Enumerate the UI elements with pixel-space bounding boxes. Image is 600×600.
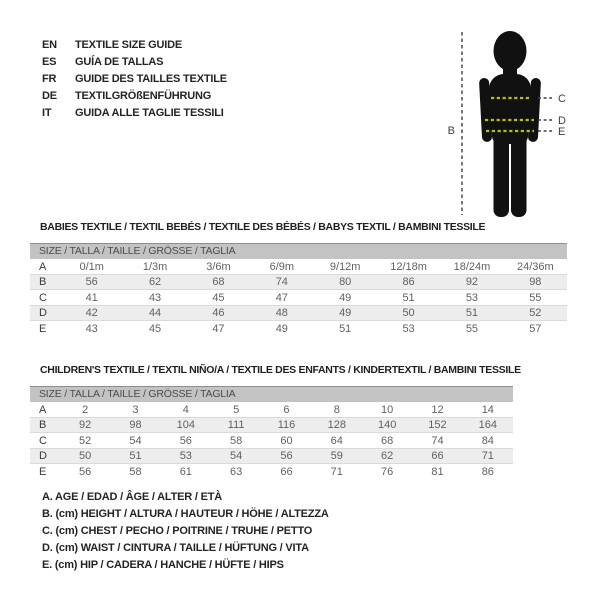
language-label: GUÍA DE TALLAS (75, 55, 164, 68)
table-row (30, 290, 567, 306)
children-section-title: CHILDREN'S TEXTILE / TEXTIL NIÑO/A / TEXTILE DES ENFANTS / KINDERTEXTIL / BAMBINI TESSILE (40, 364, 521, 376)
language-label: TEXTILE SIZE GUIDE (75, 38, 183, 51)
language-row (42, 70, 227, 87)
table-cell: 68 (187, 274, 250, 290)
table-cell: 49 (314, 305, 377, 321)
table-cell: 43 (85, 322, 98, 335)
babies-section-title: BABIES TEXTILE / TEXTIL BEBÉS / TEXTILE DES BÉBÉS / BABYS TEXTIL / BAMBINI TESSILE (40, 221, 486, 233)
language-row (42, 36, 227, 53)
table-cell: 51 (110, 448, 160, 464)
table-row (30, 417, 513, 433)
language-label: TEXTILGRÖßENFÜHRUNG (75, 89, 212, 102)
table-cell: 4 (161, 402, 211, 417)
table-cell: 44 (123, 305, 186, 321)
child-measurement-diagram (438, 22, 583, 227)
size-header-row (30, 387, 513, 403)
table-cell: 71 (463, 448, 513, 464)
table-cell: 128 (312, 417, 362, 433)
table-cell: 9/12m (314, 259, 377, 274)
table-cell: 152 (412, 417, 462, 433)
table-cell: 86 (377, 274, 440, 290)
table-cell: 6 (261, 402, 311, 417)
table-cell: 24/36m (504, 259, 567, 274)
table-cell: 76 (381, 465, 394, 478)
table-cell: 66 (280, 465, 293, 478)
table-cell: 58 (211, 433, 261, 449)
table-cell: 50 (377, 305, 440, 321)
row-label-cell: D (30, 305, 60, 321)
row-label-cell: B (30, 274, 60, 290)
table-cell: 6/9m (250, 259, 313, 274)
table-cell: 61 (179, 465, 192, 478)
chest-label: C (558, 93, 566, 105)
table-cell: 81 (431, 465, 444, 478)
babies-size-table (30, 243, 567, 336)
table-cell: 12/18m (377, 259, 440, 274)
waist-label: D (558, 115, 566, 127)
table-row (30, 448, 513, 464)
table-cell: 52 (60, 433, 110, 449)
table-cell: 140 (362, 417, 412, 433)
table-cell: 47 (212, 322, 225, 335)
table-cell: 0/1m (60, 259, 123, 274)
table-cell: 56 (79, 465, 92, 478)
table-cell: 51 (339, 322, 352, 335)
language-code: ES (42, 55, 57, 68)
table-cell: 58 (129, 465, 142, 478)
table-cell: 46 (187, 305, 250, 321)
table-cell: 54 (211, 448, 261, 464)
table-row (30, 402, 513, 417)
table-row (30, 274, 567, 290)
table-cell: 47 (250, 290, 313, 306)
language-code: DE (42, 89, 57, 102)
language-label: GUIDE DES TAILLES TEXTILE (75, 72, 227, 85)
table-cell: 45 (187, 290, 250, 306)
language-row (42, 87, 227, 104)
language-row (42, 53, 227, 70)
table-cell: 2 (60, 402, 110, 417)
legend-item: B. (cm) HEIGHT / ALTURA / HAUTEUR / HÖHE / ALTEZZA (42, 508, 329, 520)
table-cell: 53 (161, 448, 211, 464)
table-cell: 60 (261, 433, 311, 449)
table-cell: 1/3m (123, 259, 186, 274)
language-code: IT (42, 106, 52, 119)
table-cell: 86 (481, 465, 494, 478)
row-label-cell: A (30, 402, 60, 417)
table-cell: 62 (123, 274, 186, 290)
table-cell: 56 (261, 448, 311, 464)
table-cell: 8 (312, 402, 362, 417)
table-cell: 98 (110, 417, 160, 433)
table-cell: 63 (230, 465, 243, 478)
table-cell: 57 (529, 322, 542, 335)
table-cell: 41 (60, 290, 123, 306)
language-code: FR (42, 72, 57, 85)
child-silhouette-icon (479, 31, 541, 217)
row-label-cell: B (30, 417, 60, 433)
table-cell: 51 (377, 290, 440, 306)
language-row (42, 104, 227, 121)
legend-item: C. (cm) CHEST / PECHO / POITRINE / TRUHE / PETTO (42, 525, 313, 537)
table-cell: 74 (412, 433, 462, 449)
table-cell: 56 (60, 274, 123, 290)
table-cell: 55 (465, 322, 479, 335)
table-cell: 164 (463, 417, 513, 433)
table-cell: 42 (60, 305, 123, 321)
table-row (30, 433, 513, 449)
table-row (30, 464, 513, 479)
row-label-cell: E (39, 322, 47, 335)
hip-label: E (558, 126, 566, 138)
table-cell: 53 (402, 322, 415, 335)
height-label: B (447, 125, 455, 137)
table-cell: 98 (504, 274, 567, 290)
table-cell: 48 (250, 305, 313, 321)
table-cell: 12 (412, 402, 462, 417)
table-cell: 45 (148, 322, 162, 335)
table-cell: 53 (440, 290, 503, 306)
table-cell: 84 (463, 433, 513, 449)
table-cell: 64 (312, 433, 362, 449)
size-header-cell: SIZE / TALLA / TAILLE / GRÖSSE / TAGLIA (30, 387, 513, 403)
row-label-cell: A (30, 259, 60, 274)
row-label-cell: C (30, 433, 60, 449)
table-cell: 49 (275, 322, 288, 335)
table-cell: 51 (440, 305, 503, 321)
table-cell: 104 (161, 417, 211, 433)
table-cell: 52 (504, 305, 567, 321)
table-cell: 59 (312, 448, 362, 464)
table-row (30, 259, 567, 274)
legend-item: E. (cm) HIP / CADERA / HANCHE / HÜFTE / HIPS (42, 559, 284, 571)
size-header-cell: SIZE / TALLA / TAILLE / GRÖSSE / TAGLIA (30, 244, 567, 260)
table-cell: 74 (250, 274, 313, 290)
measurement-legend (42, 489, 329, 574)
table-cell: 68 (362, 433, 412, 449)
table-cell: 80 (314, 274, 377, 290)
table-cell: 55 (504, 290, 567, 306)
table-cell: 10 (362, 402, 412, 417)
legend-item: D. (cm) WAIST / CINTURA / TAILLE / HÜFTUNG / VITA (42, 542, 309, 554)
table-cell: 54 (110, 433, 160, 449)
table-cell: 56 (161, 433, 211, 449)
table-row (30, 305, 567, 321)
table-cell: 49 (314, 290, 377, 306)
table-cell: 111 (211, 417, 261, 433)
table-cell: 71 (330, 465, 343, 478)
table-cell: 50 (60, 448, 110, 464)
children-section (30, 364, 521, 479)
language-code: EN (42, 38, 57, 51)
table-cell: 5 (211, 402, 261, 417)
table-cell: 62 (362, 448, 412, 464)
table-cell: 66 (412, 448, 462, 464)
babies-section (30, 221, 567, 336)
table-cell: 116 (261, 417, 311, 433)
row-label-cell: C (30, 290, 60, 306)
size-header-row (30, 244, 567, 260)
language-label: GUIDA ALLE TAGLIE TESSILI (75, 106, 224, 119)
row-label-cell: E (39, 465, 47, 478)
table-cell: 43 (123, 290, 186, 306)
table-cell: 14 (463, 402, 513, 417)
table-cell: 92 (440, 274, 503, 290)
children-size-table (30, 386, 513, 479)
table-cell: 3/6m (187, 259, 250, 274)
table-row (30, 321, 567, 336)
table-cell: 92 (60, 417, 110, 433)
row-label-cell: D (30, 448, 60, 464)
table-cell: 3 (110, 402, 160, 417)
legend-item: A. AGE / EDAD / ÂGE / ALTER / ETÀ (42, 491, 223, 503)
table-cell: 18/24m (440, 259, 503, 274)
language-list (42, 36, 227, 121)
